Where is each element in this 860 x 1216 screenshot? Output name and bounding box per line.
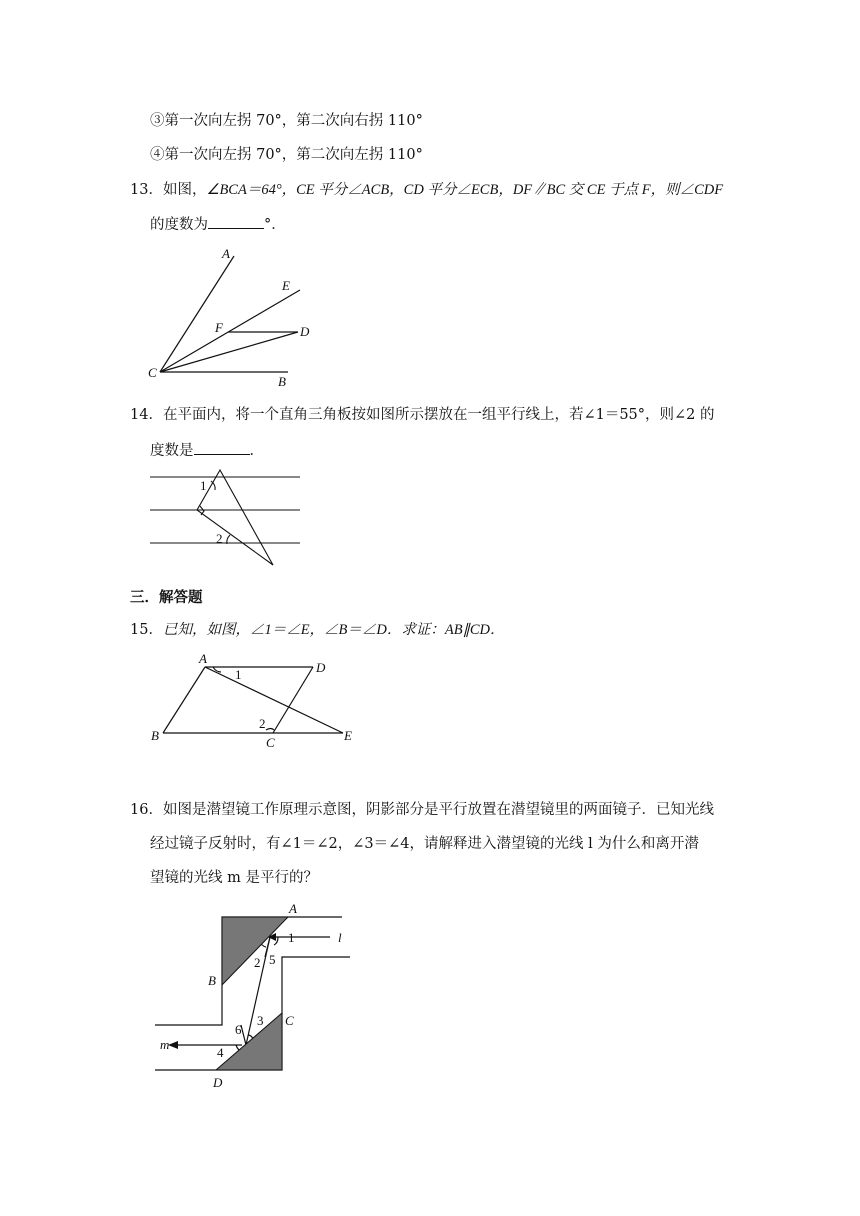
label-C: C: [285, 1013, 294, 1028]
q16-number: 16．: [130, 802, 163, 818]
angle-4-label: 4: [217, 1045, 224, 1060]
label-E: E: [344, 728, 352, 743]
q14-text-line1: 14．在平面内，将一个直角三角板按如图所示摆放在一组平行线上，若∠1＝55°，则∠2 的: [130, 407, 715, 423]
label-F: F: [215, 320, 223, 335]
label-A: A: [199, 651, 207, 666]
label-B: B: [151, 728, 159, 743]
angle-3-label: 3: [257, 1013, 264, 1028]
label-l: l: [338, 930, 342, 945]
label-B: B: [208, 973, 216, 988]
angle-1-label: 1: [235, 667, 242, 682]
label-D: D: [213, 1075, 223, 1090]
angle-5-label: 5: [269, 952, 276, 967]
q15-text: 15．已知，如图，∠1＝∠E，∠B＝∠D．求证：AB∥CD．: [130, 622, 505, 638]
angle-2-label: 2: [216, 531, 223, 546]
label-A: A: [289, 901, 297, 916]
q12-option-4: ④第一次向左拐 70°，第二次向左拐 110°: [150, 147, 423, 163]
q12-option-3: ③第一次向左拐 70°，第二次向右拐 110°: [150, 113, 423, 129]
answer-blank[interactable]: [194, 440, 250, 455]
angle-6-label: 6: [235, 1022, 242, 1037]
label-A: A: [222, 246, 230, 261]
angle-1-label: 1: [200, 478, 207, 493]
q16-text-line2: 经过镜子反射时，有∠1＝∠2，∠3＝∠4，请解释进入潜望镜的光线 l 为什么和离开潜: [150, 836, 699, 852]
q16-text-line3: 望镜的光线 m 是平行的？: [150, 870, 318, 886]
answer-blank[interactable]: [208, 214, 264, 229]
angle-2-label: 2: [254, 955, 261, 970]
q16-text-line1: 16．如图是潜望镜工作原理示意图，阴影部分是平行放置在潜望镜里的两面镜子．已知光线: [130, 802, 714, 818]
q13-text-line2: 的度数为 °．: [150, 214, 286, 235]
q14-number: 14．: [130, 407, 163, 423]
angle-2-label: 2: [259, 716, 266, 731]
label-D: D: [300, 324, 310, 339]
q16-periscope-figure: [150, 895, 360, 1095]
section-title: 三．解答题: [130, 589, 203, 606]
label-C: C: [148, 365, 157, 380]
label-m: m: [160, 1037, 170, 1052]
q15-number: 15．: [130, 622, 163, 638]
q14-text-line2: 度数是 ．: [150, 440, 264, 461]
label-B: B: [278, 374, 286, 389]
q15-figure: [148, 650, 363, 750]
angle-1-label: 1: [288, 930, 295, 945]
q14-figure: [145, 465, 305, 570]
q13-figure: [140, 240, 320, 390]
label-C: C: [266, 735, 275, 750]
q13-number: 13．: [130, 182, 163, 198]
label-D: D: [316, 660, 326, 675]
q13-text-line1: 13．如图，∠BCA＝64°，CE 平分∠ACB，CD 平分∠ECB，DF∥BC 交 CE 于点 F，则∠CDF: [130, 182, 724, 198]
label-E: E: [282, 278, 290, 293]
